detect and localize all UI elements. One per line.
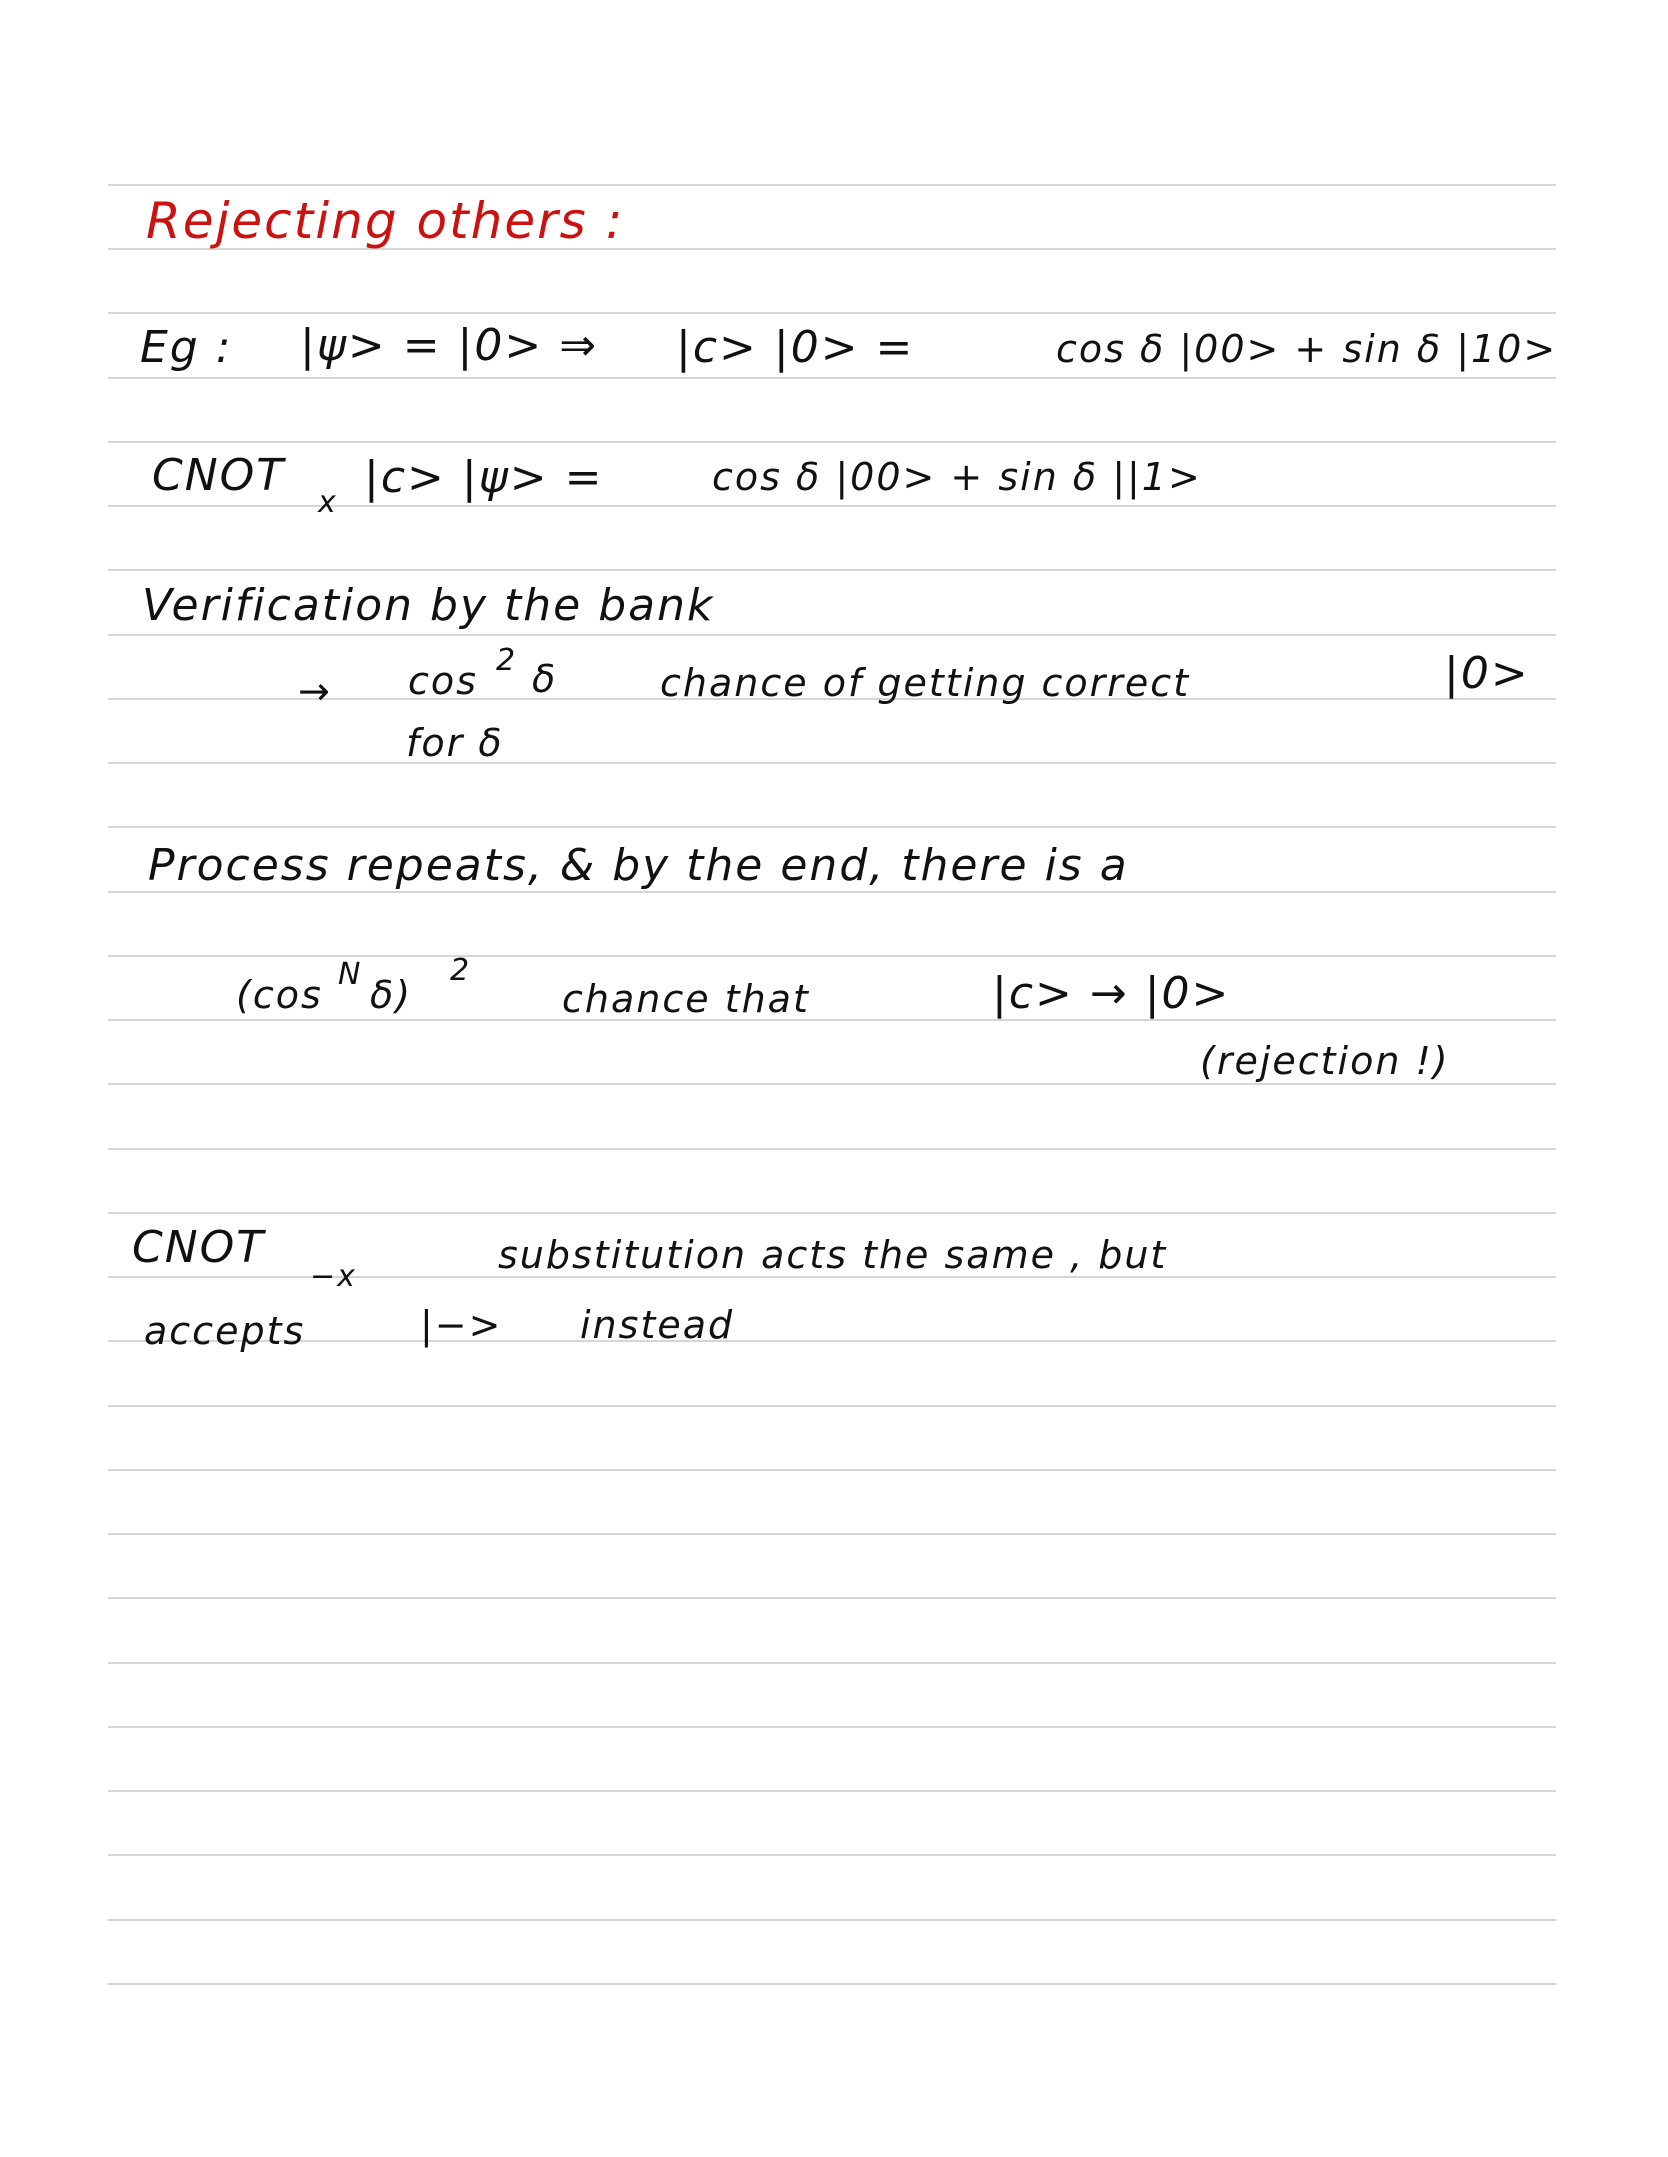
ruled-line [108, 312, 1556, 314]
cnot-rhs: cos δ |00> + sin δ ||1> [712, 455, 1202, 499]
substitution-text: substitution acts the same , but [498, 1233, 1168, 1277]
heading: Rejecting others : [146, 192, 625, 250]
ruled-line [108, 1469, 1556, 1471]
cnot-lhs: |c> |ψ> = [364, 452, 604, 503]
ruled-line [108, 1662, 1556, 1664]
verification-cos: cos [408, 659, 478, 703]
ruled-line [108, 1726, 1556, 1728]
verification-power: 2 [496, 643, 518, 678]
ruled-line [108, 569, 1556, 571]
ruled-line [108, 1983, 1556, 1985]
example-expansion: cos δ |00> + sin δ |10> [1056, 327, 1558, 371]
ruled-line [108, 1083, 1556, 1085]
process-prob-close: δ) [370, 973, 413, 1017]
ruled-line [108, 762, 1556, 764]
example-state: |c> |0> = [676, 322, 915, 373]
ruled-line [108, 1212, 1556, 1214]
ruled-line [108, 377, 1556, 379]
process-chance-that: chance that [562, 977, 810, 1021]
ruled-line [108, 1919, 1556, 1921]
verification-ket0: |0> [1444, 648, 1530, 699]
verification-chance-text: chance of getting correct [660, 661, 1191, 705]
ruled-line [108, 1854, 1556, 1856]
ruled-line [108, 1148, 1556, 1150]
ruled-line [108, 1019, 1556, 1021]
ruled-line [108, 1597, 1556, 1599]
ruled-line [108, 634, 1556, 636]
verification-delta: δ [532, 657, 558, 701]
ruled-line [108, 441, 1556, 443]
process-prob-N: N [338, 957, 363, 992]
ruled-line [108, 826, 1556, 828]
verification-arrow: → [298, 669, 332, 713]
process-transition: |c> → |0> [992, 968, 1231, 1019]
verification-title: Verification by the bank [142, 580, 715, 631]
process-prob-power: 2 [450, 953, 472, 988]
ruled-line [108, 1533, 1556, 1535]
example-label: Eg : [140, 322, 233, 373]
substitution-subscript: −x [310, 1259, 357, 1294]
ruled-line [108, 184, 1556, 186]
process-prob-open: (cos [236, 973, 323, 1017]
ruled-line [108, 955, 1556, 957]
example-init: |ψ> = |0> ⇒ [300, 320, 599, 371]
cnot-op: CNOT [152, 450, 286, 501]
substitution-op: CNOT [132, 1222, 266, 1273]
process-line1: Process repeats, & by the end, there is a [148, 840, 1129, 891]
process-rejection: (rejection !) [1200, 1039, 1450, 1083]
cnot-subscript: x [318, 485, 338, 520]
substitution-instead: instead [580, 1303, 735, 1347]
verification-for-delta: for δ [406, 721, 504, 765]
ruled-line [108, 891, 1556, 893]
ruled-line [108, 1405, 1556, 1407]
substitution-accepts: accepts [144, 1309, 306, 1353]
ruled-line [108, 1790, 1556, 1792]
substitution-ket: |−> [420, 1303, 503, 1347]
ruled-line [108, 1340, 1556, 1342]
